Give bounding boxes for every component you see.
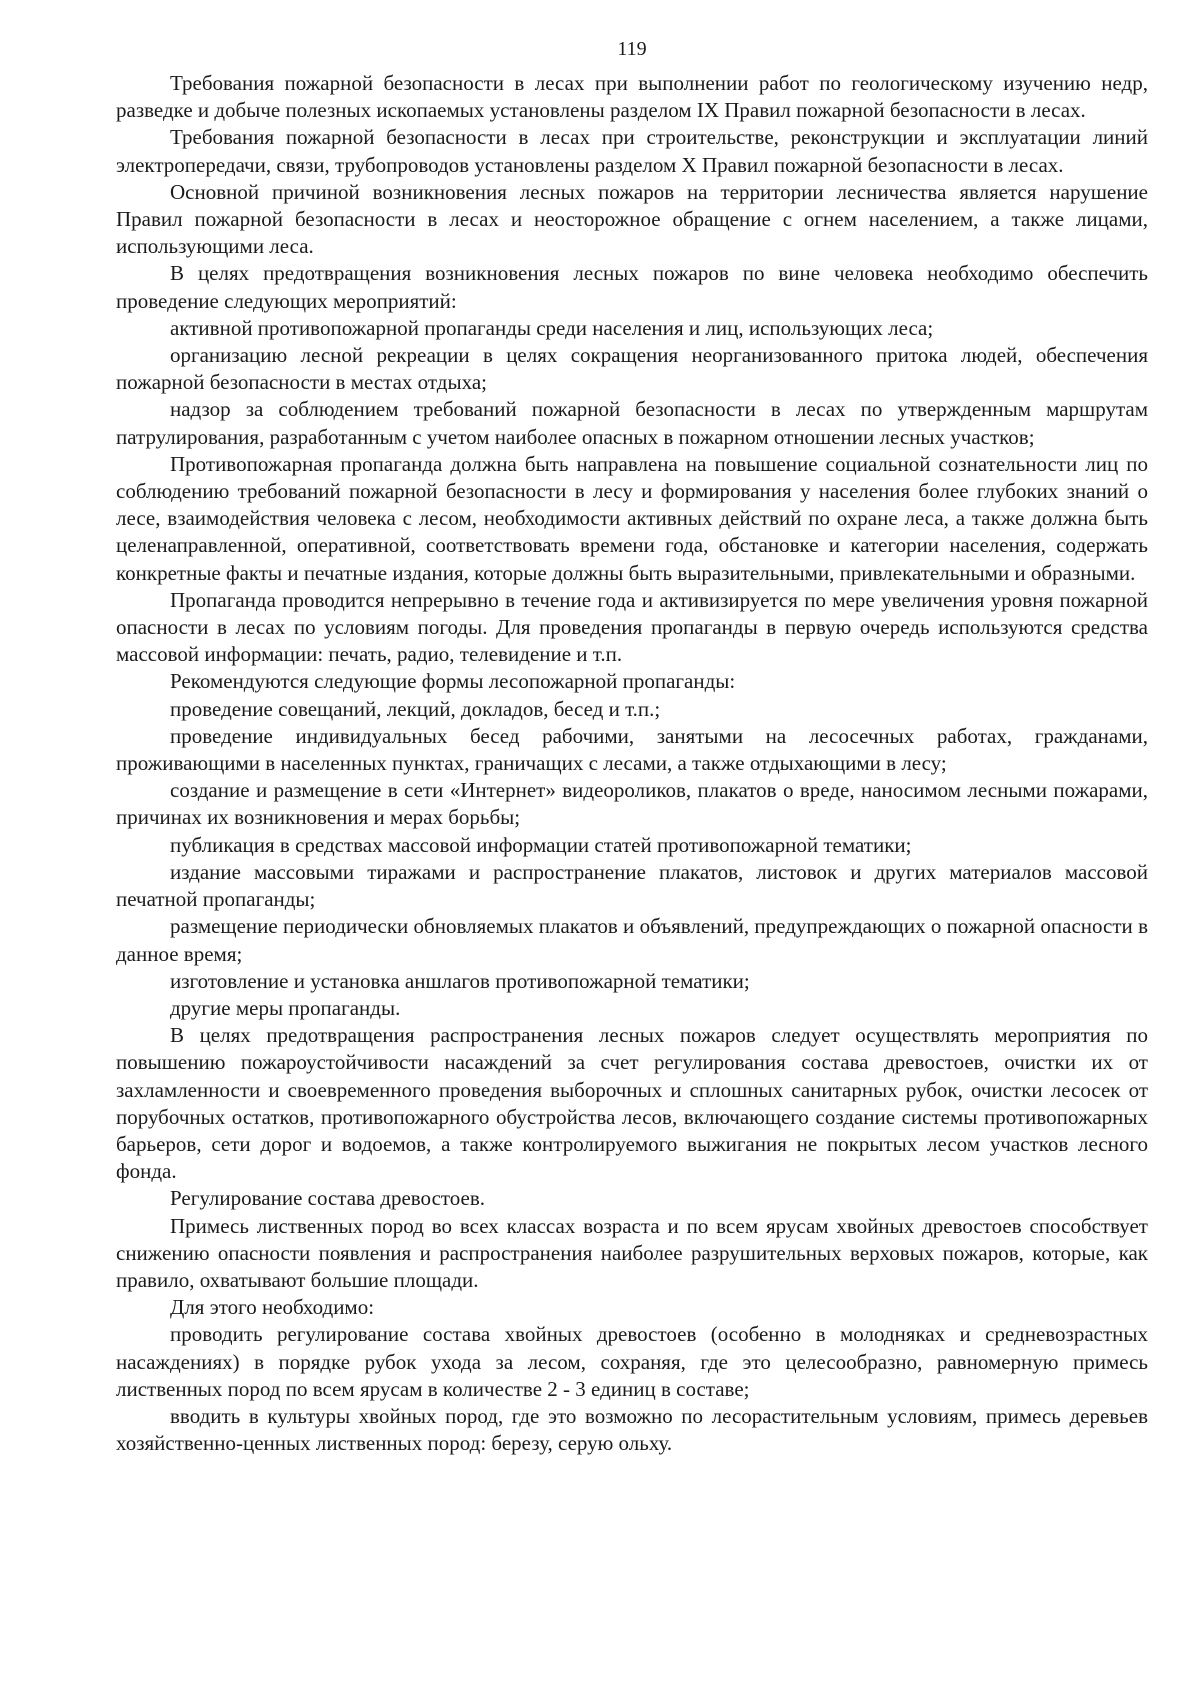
list-item: организацию лесной рекреации в целях сокращения неорганизованного притока людей, обеспечения пожарной безопасности в местах отдыха;: [116, 343, 1148, 395]
list-item: размещение периодически обновляемых плакатов и объявлений, предупреждающих о пожарной опасности в данное время;: [116, 914, 1148, 966]
paragraph: Основной причиной возникновения лесных пожаров на территории лесничества является нарушение Правил пожарной безопасности в лесах и неосторожное обращение с огнем населением, а также лицами, использующими леса.: [116, 179, 1148, 259]
list-item: создание и размещение в сети «Интернет» видеороликов, плакатов о вреде, наносимом лесными пожарами, причинах их возникновения и мерах борьбы;: [116, 778, 1148, 830]
list-item: проводить регулирование состава хвойных древостоев (особенно в молодняках и средневозрастных насаждениях) в порядке рубок ухода за лесом, сохраняя, где это целесообразно, равномерную примесь лиственных пород по всем ярусам в количестве 2 - 3 единиц в составе;: [116, 1322, 1148, 1401]
list-item: проведение индивидуальных бесед рабочими, занятыми на лесосечных работах, гражданами, проживающими в населенных пунктах, граничащих с лесами, а также отдыхающими в лесу;: [116, 723, 1148, 776]
list-item: изготовление и установка аншлагов противопожарной тематики;: [170, 968, 750, 993]
paragraph: В целях предотвращения распространения лесных пожаров следует осуществлять мероприятия по повышению пожароустойчивости насаждений за счет регулирования состава древостоев, очистки их от захламленности и своевременного проведения выборочных и сплошных санитарных рубок, очистки лесосек от порубочных остатков, противопожарного обустройства лесов, включающего создание системы противопожарных барьеров, сети дорог и водоемов, а также контролируемого выжигания не покрытых лесом участков лесного фонда.: [116, 1023, 1148, 1184]
paragraph: Рекомендуются следующие формы лесопожарной пропаганды:: [170, 669, 736, 694]
paragraph: Примесь лиственных пород во всех классах возраста и по всем ярусам хвойных древостоев способствует снижению опасности появления и распространения наиболее разрушительных верховых пожаров, которые, как правило, охватывают большие площади.: [116, 1213, 1148, 1292]
paragraph: Противопожарная пропаганда должна быть направлена на повышение социальной сознательности лиц по соблюдению требований пожарной безопасности в лесу и формирования у населения более глубоких знаний о лесе, взаимодействия человека с лесом, необходимости активных действий по охране леса, а также должна быть целенаправленной, оперативной, соответствовать времени года, обстановке и категории населения, содержать конкретные факты и печатные издания, которые должны быть выразительными, привлекательными и образными.: [116, 451, 1148, 585]
paragraph: Требования пожарной безопасности в лесах при выполнении работ по геологическому изучению недр, разведке и добыче полезных ископаемых установлены разделом IX Правил пожарной безопасности в лесах.: [116, 71, 1148, 123]
list-item: надзор за соблюдением требований пожарной безопасности в лесах по утвержденным маршрутам патрулирования, разработанным с учетом наиболее опасных в пожарном отношении лесных участков;: [116, 397, 1148, 449]
list-item: вводить в культуры хвойных пород, где это возможно по лесорастительным условиям, примесь деревьев хозяйственно-ценных лиственных пород: березу, серую ольху.: [116, 1403, 1148, 1456]
paragraph: Для этого необходимо:: [170, 1295, 375, 1320]
document-body: [116, 70, 1148, 1457]
page-number: 119: [617, 38, 647, 60]
list-item: проведение совещаний, лекций, докладов, бесед и т.п.;: [170, 696, 661, 721]
list-item: публикация в средствах массовой информации статей противопожарной тематики;: [170, 832, 912, 857]
list-item: активной противопожарной пропаганды среди населения и лиц, использующих леса;: [170, 315, 934, 340]
list-item: издание массовыми тиражами и распространение плакатов, листовок и других материалов массовой печатной пропаганды;: [116, 859, 1148, 912]
list-item: другие меры пропаганды.: [170, 995, 401, 1020]
paragraph: В целях предотвращения возникновения лесных пожаров по вине человека необходимо обеспечить проведение следующих мероприятий:: [116, 261, 1148, 313]
paragraph: Пропаганда проводится непрерывно в течение года и активизируется по мере увеличения уровня пожарной опасности в лесах по условиям погоды. Для проведения пропаганды в первую очередь используются средства массовой информации: печать, радио, телевидение и т.п.: [116, 587, 1148, 667]
paragraph: Требования пожарной безопасности в лесах при строительстве, реконструкции и эксплуатации линий электропередачи, связи, трубопроводов установлены разделом X Правил пожарной безопасности в лесах.: [116, 125, 1148, 177]
document-page: [116, 36, 1148, 1457]
paragraph: Регулирование состава древостоев.: [170, 1186, 486, 1211]
